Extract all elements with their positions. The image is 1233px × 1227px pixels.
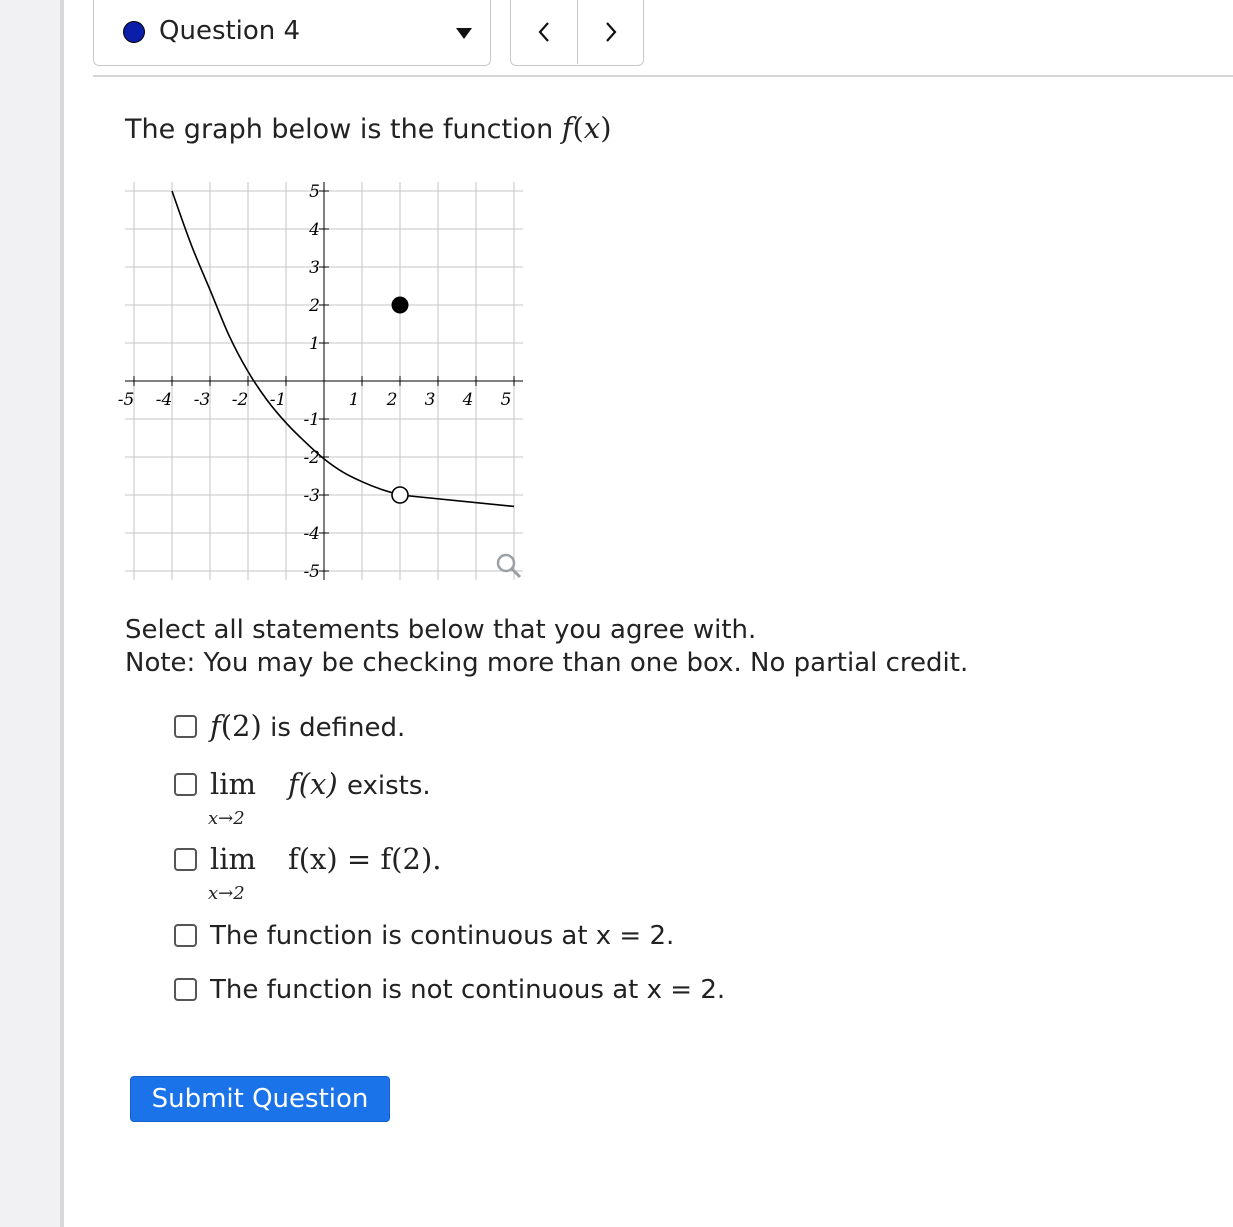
chevron-left-icon <box>536 20 552 44</box>
y-tick-label: -3 <box>303 486 320 506</box>
x-tick-label: 3 <box>424 390 436 410</box>
y-tick-label: -2 <box>303 448 320 468</box>
limit-equals-rhs: f(x) = f(2). <box>288 842 442 876</box>
y-tick-label: 1 <box>309 334 320 354</box>
option-f2-math: f(2) <box>210 709 262 743</box>
x-tick-label: 4 <box>462 390 474 410</box>
lim-subscript: x→2 <box>208 883 245 904</box>
y-tick-label: -1 <box>303 410 320 430</box>
y-tick-label: 5 <box>309 182 320 202</box>
x-tick-labels <box>118 390 512 410</box>
x-tick-label: 2 <box>386 390 398 410</box>
left-rail <box>0 0 60 1227</box>
previous-question-button[interactable] <box>511 0 578 64</box>
y-tick-label: -5 <box>303 562 320 582</box>
instructions-line-1: Select all statements below that you agree with. <box>125 615 757 645</box>
checkbox-limit-equals-f2[interactable] <box>174 848 197 871</box>
lim-word: lim <box>210 842 257 876</box>
y-tick-label: 4 <box>309 220 320 240</box>
closed-point <box>392 297 409 314</box>
chevron-right-icon <box>603 20 619 44</box>
instructions-line-2: Note: You may be checking more than one box. No partial credit. <box>125 648 969 678</box>
x-tick-label: -4 <box>155 390 173 410</box>
left-rail-edge <box>60 0 64 1227</box>
question-label: Question 4 <box>159 16 301 46</box>
magnifier-icon[interactable] <box>498 555 520 577</box>
header-divider <box>93 75 1233 77</box>
x-tick-label: 5 <box>500 390 512 410</box>
y-tick-label: 3 <box>309 258 320 278</box>
function-graph[interactable] <box>117 175 540 585</box>
prompt-math: f(x) <box>561 111 612 145</box>
function-curve-right <box>400 495 514 506</box>
x-tick-label: -1 <box>269 390 287 410</box>
submit-question-button[interactable]: Submit Question <box>130 1076 390 1122</box>
x-tick-label: -5 <box>117 390 135 410</box>
lim-word: lim <box>210 767 257 801</box>
limit-exists-func: f(x) <box>288 767 338 801</box>
checkbox-not-continuous[interactable] <box>174 978 197 1001</box>
open-point <box>392 487 408 503</box>
option-continuous-label: The function is continuous at x = 2. <box>210 921 675 951</box>
y-tick-label: -4 <box>303 524 320 544</box>
graph-axes <box>125 182 523 580</box>
option-f2-defined-label <box>210 709 405 743</box>
triangle-down-icon <box>456 28 472 39</box>
question-selector[interactable] <box>93 0 491 66</box>
question-nav <box>510 0 644 66</box>
next-question-button[interactable] <box>578 0 644 64</box>
checkbox-continuous[interactable] <box>174 924 197 947</box>
x-tick-label: 1 <box>348 390 360 410</box>
lim-subscript: x→2 <box>208 808 245 829</box>
option-f2-text: is defined. <box>270 713 406 743</box>
prompt-text: The graph below is the function <box>125 114 554 145</box>
instructions <box>125 614 968 680</box>
y-tick-label: 2 <box>309 296 320 316</box>
y-tick-labels <box>303 182 320 582</box>
x-tick-label: -3 <box>193 390 211 410</box>
option-not-continuous-label: The function is not continuous at x = 2. <box>210 975 726 1005</box>
filled-circle-icon <box>123 21 145 43</box>
limit-exists-text: exists. <box>346 771 431 801</box>
checkbox-f2-defined[interactable] <box>174 715 197 738</box>
checkbox-limit-exists[interactable] <box>174 773 197 796</box>
limit-exists-rhs <box>288 767 431 801</box>
x-tick-label: -2 <box>231 390 249 410</box>
question-prompt <box>125 111 612 145</box>
